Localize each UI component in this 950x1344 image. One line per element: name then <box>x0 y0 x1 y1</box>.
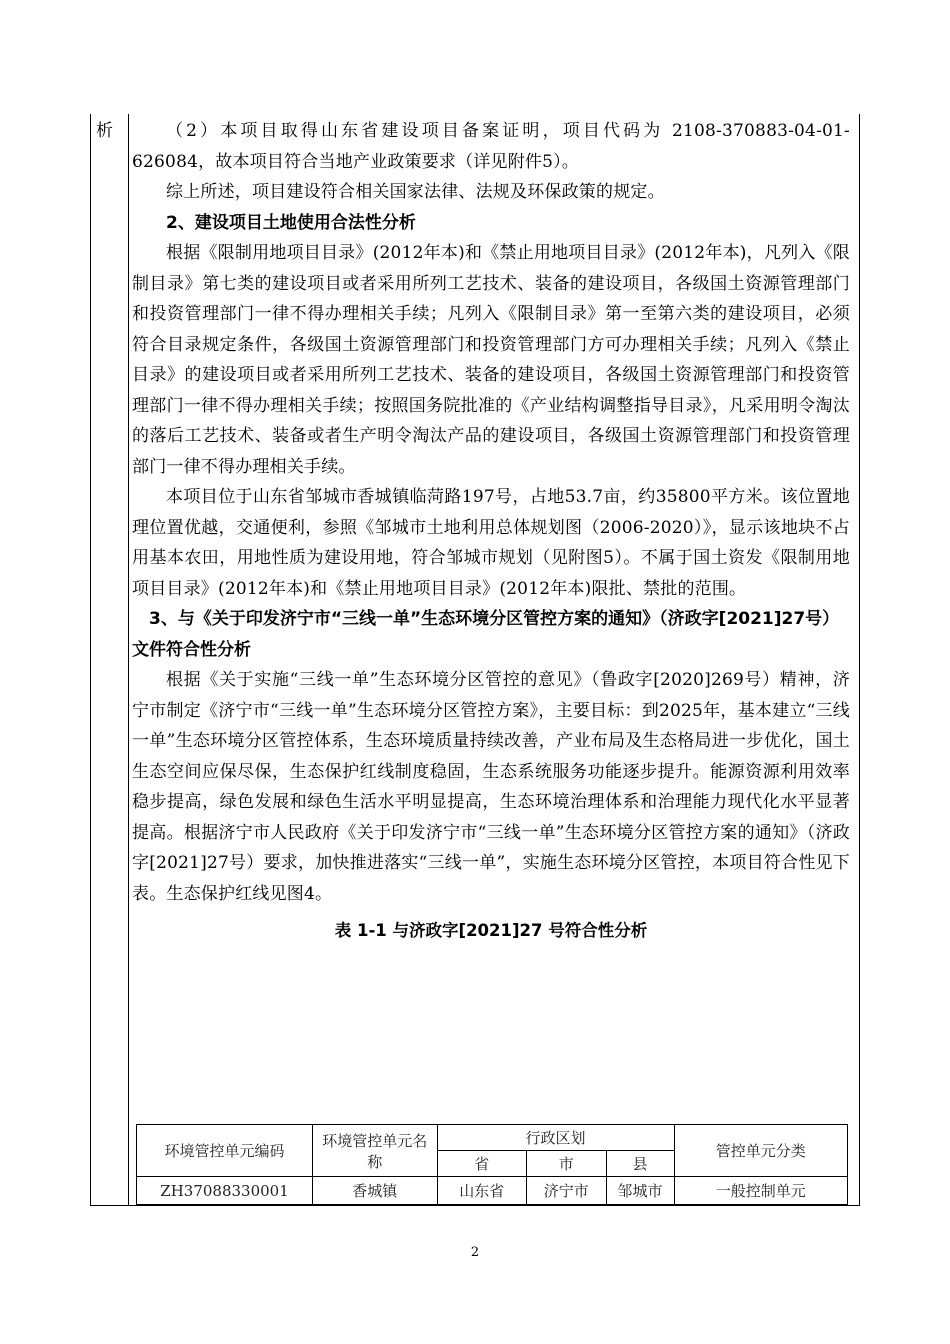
paragraph-summary: 综上所述，项目建设符合相关国家法律、法规及环保政策的规定。 <box>166 182 665 202</box>
column-divider <box>128 114 129 1206</box>
header-code: 环境管控单元编码 <box>137 1125 313 1177</box>
cell-name: 香城镇 <box>313 1177 438 1205</box>
page-number: 2 <box>470 1245 480 1260</box>
header-province: 省 <box>437 1151 526 1177</box>
compliance-table <box>136 1124 848 1205</box>
cell-code: ZH37088330001 <box>137 1177 313 1205</box>
paragraph-policy: （2）本项目取得山东省建设项目备案证明，项目代码为 2108-370883-04-01-626084，故本项目符合当地产业政策要求（详见附件5）。 <box>132 121 850 172</box>
header-county: 县 <box>606 1151 674 1177</box>
side-label: 析 <box>96 121 113 141</box>
section-heading-land: 2、建设项目土地使用合法性分析 <box>166 212 416 233</box>
header-region: 行政区划 <box>437 1125 674 1151</box>
paragraph-project-location: 本项目位于山东省邹城市香城镇临菏路197号，占地53.7亩，约35800平方米。该位置地理位置优越，交通便利，参照《邹城市土地利用总体规划图（2006-2020）》，显示该地块不占用基本农田，用地性质为建设用地，符合邹城市规划（见附图5）。不属于国土资发《限制用地项目目录》(2012年本)和《禁止用地项目目录》(2012年本)限批、禁批的范围。 <box>132 487 850 599</box>
header-city: 市 <box>526 1151 606 1177</box>
section-heading-three-lines: 3、与《关于印发济宁市“三线一单”生态环境分区管控方案的通知》（济政字[2021]27号）文件符合性分析 <box>132 609 840 660</box>
header-category: 管控单元分类 <box>674 1125 848 1177</box>
table-row <box>137 1177 848 1205</box>
header-name: 环境管控单元名称 <box>313 1125 438 1177</box>
cell-city: 济宁市 <box>526 1177 606 1205</box>
cell-county: 邹城市 <box>606 1177 674 1205</box>
cell-category: 一般控制单元 <box>674 1177 848 1205</box>
paragraph-three-lines: 根据《关于实施“三线一单”生态环境分区管控的意见》（鲁政字[2020]269号）精神，济宁市制定《济宁市“三线一单”生态环境分区管控方案》，主要目标：到2025年，基本建立“三线一单”生态环境分区管控体系，生态环境质量持续改善，产业布局及生态格局进一步优化，国土生态空间应保尽保，生态保护红线制度稳固，生态系统服务功能逐步提升。能源资源利用效率稳步提高，绿色发展和绿色生活水平明显提高，生态环境治理体系和治理能力现代化水平显著提高。根据济宁市人民政府《关于印发济宁市“三线一单”生态环境分区管控方案的通知》（济政字[2021]27号）要求，加快推进落实“三线一单”，实施生态环境分区管控，本项目符合性见下表。生态保护红线见图4。 <box>132 670 850 904</box>
main-content <box>132 116 850 949</box>
table-caption: 表 1-1 与济政字[2021]27 号符合性分析 <box>334 921 648 940</box>
paragraph-land-catalog: 根据《限制用地项目目录》(2012年本)和《禁止用地项目目录》(2012年本)，凡列入《限制目录》第七类的建设项目或者采用所列工艺技术、装备的建设项目，各级国土资源管理部门和投资管理部门一律不得办理相关手续；凡列入《限制目录》第一至第六类的建设项目，必须符合目录规定条件，各级国土资源管理部门和投资管理部门方可办理相关手续；凡列入《禁止目录》的建设项目或者采用所列工艺技术、装备的建设项目，各级国土资源管理部门和投资管理部门一律不得办理相关手续；按照国务院批准的《产业结构调整指导目录》，凡采用明令淘汰的落后工艺技术、装备或者生产明令淘汰产品的建设项目，各级国土资源管理部门和投资管理部门一律不得办理相关手续。 <box>132 243 850 477</box>
cell-province: 山东省 <box>437 1177 526 1205</box>
